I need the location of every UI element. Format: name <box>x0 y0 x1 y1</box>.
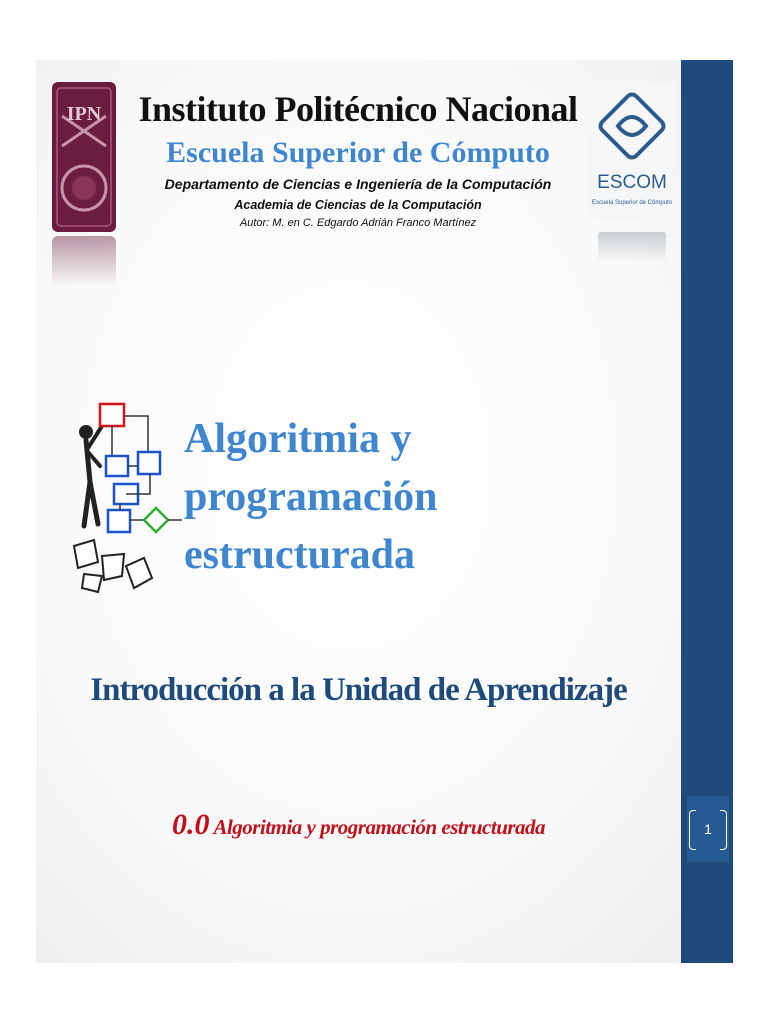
topic-line <box>36 808 681 842</box>
school-title: Escuela Superior de Cómputo <box>166 136 550 169</box>
slide <box>36 60 733 963</box>
bracket-left <box>689 810 696 850</box>
page-number-box <box>687 796 729 862</box>
course-title-line-1: Algoritmia y programación <box>184 416 438 520</box>
svg-text:ESCOM: ESCOM <box>597 172 667 193</box>
course-title-line-2: estructurada <box>184 532 415 578</box>
department-name: Departamento de Ciencias e Ingeniería de la Computación <box>164 176 552 192</box>
topic-title: Algoritmia y programación estructurada <box>213 815 546 839</box>
topic-number: 0.0 <box>171 808 210 841</box>
svg-text:Escuela Superior de Cómputo: Escuela Superior de Cómputo <box>591 200 673 206</box>
flowchart-person-illustration <box>68 396 186 596</box>
unit-heading: Introducción a la Unidad de Aprendizaje <box>90 672 627 708</box>
header <box>128 88 588 229</box>
ipn-logo <box>48 76 120 291</box>
svg-text:IPN: IPN <box>66 103 102 125</box>
institution-title: Instituto Politécnico Nacional <box>138 89 578 129</box>
escom-logo <box>588 82 676 268</box>
academy-name: Academia de Ciencias de la Computación <box>234 198 482 212</box>
author-line: Autor: M. en C. Edgardo Adrián Franco Martínez <box>239 217 477 229</box>
bracket-right <box>720 810 727 850</box>
course-title <box>184 410 644 584</box>
page-number: 1 <box>704 821 712 837</box>
